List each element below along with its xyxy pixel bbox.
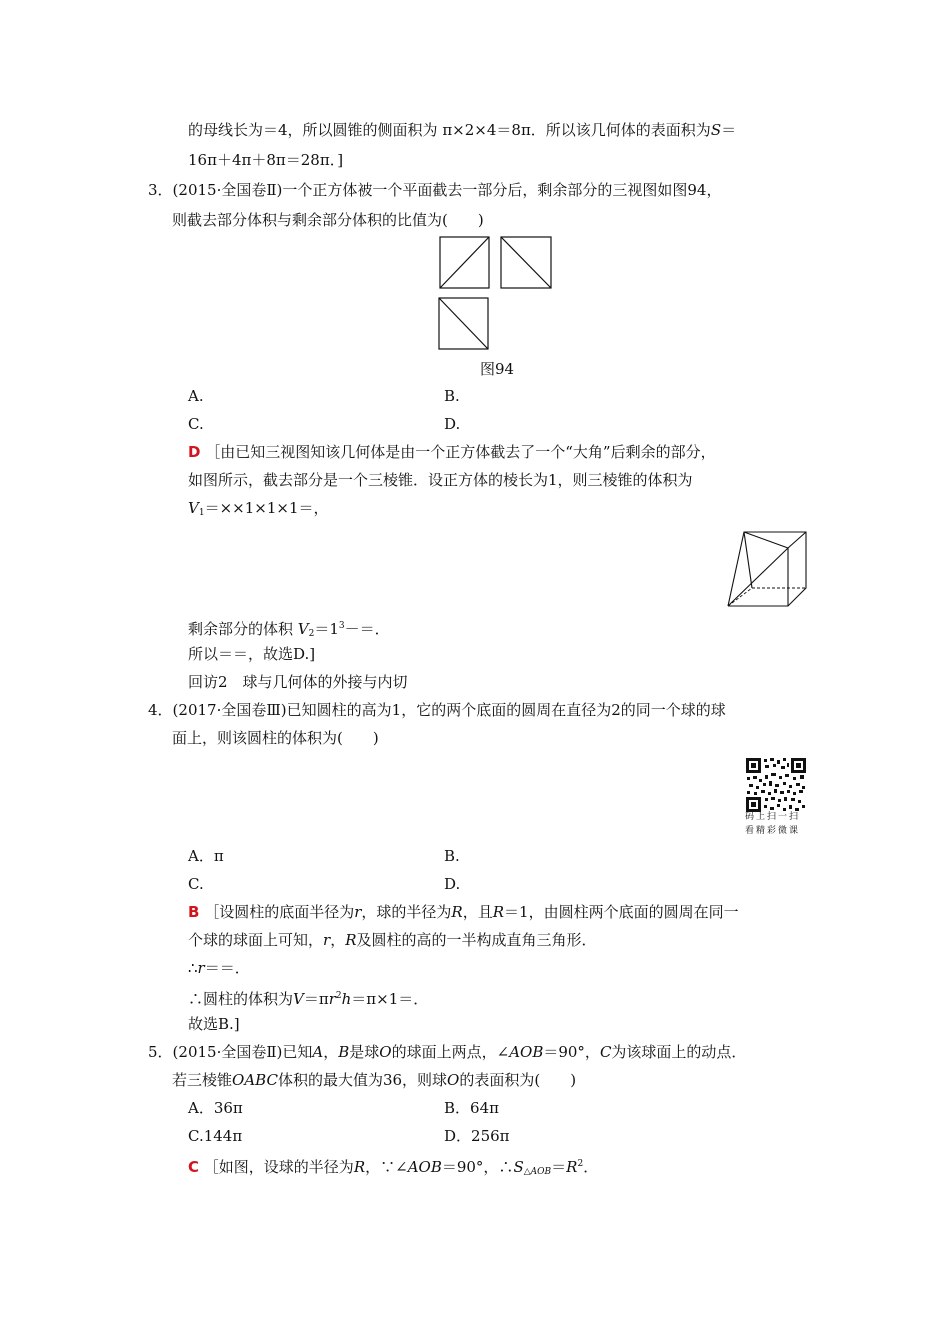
text: ［设圆柱的底面半径为 — [204, 903, 355, 921]
var: R — [492, 903, 505, 921]
text: 所以＝＝，故选D.] — [188, 645, 316, 663]
text-line — [188, 616, 390, 644]
var: S — [710, 121, 722, 139]
superscript: 3 — [338, 621, 345, 631]
var: R — [353, 1158, 366, 1176]
text: ＝＝． — [204, 959, 250, 977]
text-line — [188, 150, 343, 170]
text: ． — [583, 1158, 599, 1176]
answer-5 — [188, 1154, 598, 1182]
option-b: B．64π — [444, 1099, 499, 1117]
text: 是球 — [349, 1043, 380, 1061]
text: 如图所示，截去部分是一个三棱锥．设正方体的棱长为1，则三棱锥的体积为 — [188, 471, 693, 489]
option-c: C. — [188, 875, 204, 893]
text: ∴圆柱的体积为 — [188, 990, 294, 1008]
var: AOB — [407, 1158, 442, 1176]
text-line — [188, 470, 693, 490]
qr-caption-1: 码上扫一扫 — [745, 812, 801, 822]
text: ，球的半径为 — [361, 903, 452, 921]
text: ［如图，设球的半径为 — [203, 1158, 354, 1176]
text: ＝1 — [314, 620, 339, 638]
text: ， — [330, 931, 346, 949]
text: 的球面上两点，∠ — [391, 1043, 510, 1061]
option-b: B. — [444, 847, 460, 865]
question-5 — [148, 1042, 746, 1062]
superscript: 2 — [577, 1159, 584, 1169]
text: 为该球面上的动点． — [611, 1043, 747, 1061]
option-a: A．π — [188, 847, 224, 865]
text: ， — [323, 1043, 339, 1061]
answer-letter: B — [188, 903, 200, 921]
text: ＝π×1＝． — [351, 990, 429, 1008]
text: 个球的球面上可知， — [188, 931, 324, 949]
text: ＝1，由圆柱两个底面的圆周在同一 — [504, 903, 739, 921]
question-text: (2017·全国卷Ⅲ)已知圆柱的高为1，它的两个底面的圆周在直径为2的同一个球的球 — [172, 701, 726, 719]
question-number: 5． — [148, 1043, 173, 1061]
question-text: 则截去部分体积与剩余部分体积的比值为( ) — [172, 211, 484, 229]
var: A — [312, 1043, 324, 1061]
option-d: D. — [444, 875, 461, 893]
text-line — [188, 986, 428, 1009]
var: R — [345, 931, 357, 949]
var: r — [323, 931, 331, 949]
text-line — [172, 1070, 576, 1090]
var: r — [354, 903, 362, 921]
question-number: 3． — [148, 181, 173, 199]
var: S — [513, 1158, 524, 1176]
option-d: D．256π — [444, 1127, 510, 1145]
qr-caption-2: 看精彩微课 — [745, 826, 801, 836]
var: r — [197, 959, 205, 977]
option-b: B. — [444, 387, 460, 405]
var: OABC — [232, 1071, 278, 1089]
text: ，且 — [462, 903, 493, 921]
text: －＝． — [344, 620, 390, 638]
cube-figure — [724, 524, 810, 610]
text-line — [172, 210, 484, 230]
option-c: C. — [188, 415, 204, 433]
qr-code-icon[interactable] — [745, 757, 807, 813]
figure-caption: 图94 — [480, 360, 515, 378]
text-line — [172, 728, 379, 748]
text: ＝90°，∴ — [441, 1158, 514, 1176]
var: V — [293, 990, 304, 1008]
answer-letter: D — [188, 443, 201, 461]
option-d: D. — [444, 415, 461, 433]
answer-3 — [188, 442, 716, 462]
var: h — [341, 990, 352, 1008]
text-line — [188, 644, 315, 664]
text-line — [188, 498, 328, 523]
text: 16π＋4π＋8π＝28π．] — [188, 151, 344, 169]
text: (2015·全国卷Ⅱ)已知 — [172, 1043, 313, 1061]
var: O — [379, 1043, 392, 1061]
text: 的母线长为＝4，所以圆锥的侧面积为 π×2×4＝8π．所以该几何体的表面积为 — [188, 121, 711, 139]
var: r — [328, 990, 336, 1008]
var: R — [566, 1158, 578, 1176]
text-line — [188, 120, 736, 140]
superscript: 2 — [335, 991, 342, 1001]
text: 剩余部分的体积 — [188, 620, 298, 638]
var: AOB — [509, 1043, 544, 1061]
text: 若三棱锥 — [172, 1071, 233, 1089]
var: R — [451, 903, 463, 921]
text: ∴ — [188, 959, 198, 977]
text: ［由已知三视图知该几何体是由一个正方体截去了一个“大角”后剩余的部分， — [205, 443, 716, 461]
answer-letter: C — [188, 1158, 200, 1176]
three-view-figure — [436, 234, 556, 352]
question-text: 面上，则该圆柱的体积为( ) — [172, 729, 379, 747]
var: C — [599, 1043, 612, 1061]
var: O — [447, 1071, 460, 1089]
var: V — [297, 620, 309, 638]
text: 及圆柱的高的一半构成直角三角形． — [356, 931, 597, 949]
text: ＝ — [551, 1158, 567, 1176]
text: ＝ — [721, 121, 737, 139]
question-text: (2015·全国卷Ⅱ)一个正方体被一个平面截去一部分后，剩余部分的三视图如图94， — [172, 181, 722, 199]
subscript: 2 — [308, 629, 315, 639]
subscript: △AOB — [523, 1167, 552, 1177]
option-a: A. — [188, 387, 204, 405]
subscript: 1 — [198, 508, 205, 518]
text: 体积的最大值为36，则球 — [277, 1071, 448, 1089]
question-4 — [148, 700, 726, 720]
question-number: 4． — [148, 701, 173, 719]
text: 的表面积为( ) — [459, 1071, 577, 1089]
var: B — [338, 1043, 350, 1061]
text-line — [188, 930, 597, 950]
text: 故选B.] — [188, 1015, 240, 1033]
text: ＝90°， — [543, 1043, 600, 1061]
section-heading: 回访2 球与几何体的外接与内切 — [188, 673, 408, 691]
question-3 — [148, 180, 721, 200]
text-line — [188, 958, 250, 978]
answer-4 — [188, 902, 739, 922]
option-c: C.144π — [188, 1127, 243, 1145]
text: ＝××1×1×1＝， — [204, 499, 329, 517]
var: V — [188, 499, 199, 517]
option-a: A．36π — [188, 1099, 243, 1117]
text: ，∵∠ — [365, 1158, 408, 1176]
text: ＝π — [303, 990, 329, 1008]
text-line — [188, 1014, 240, 1034]
